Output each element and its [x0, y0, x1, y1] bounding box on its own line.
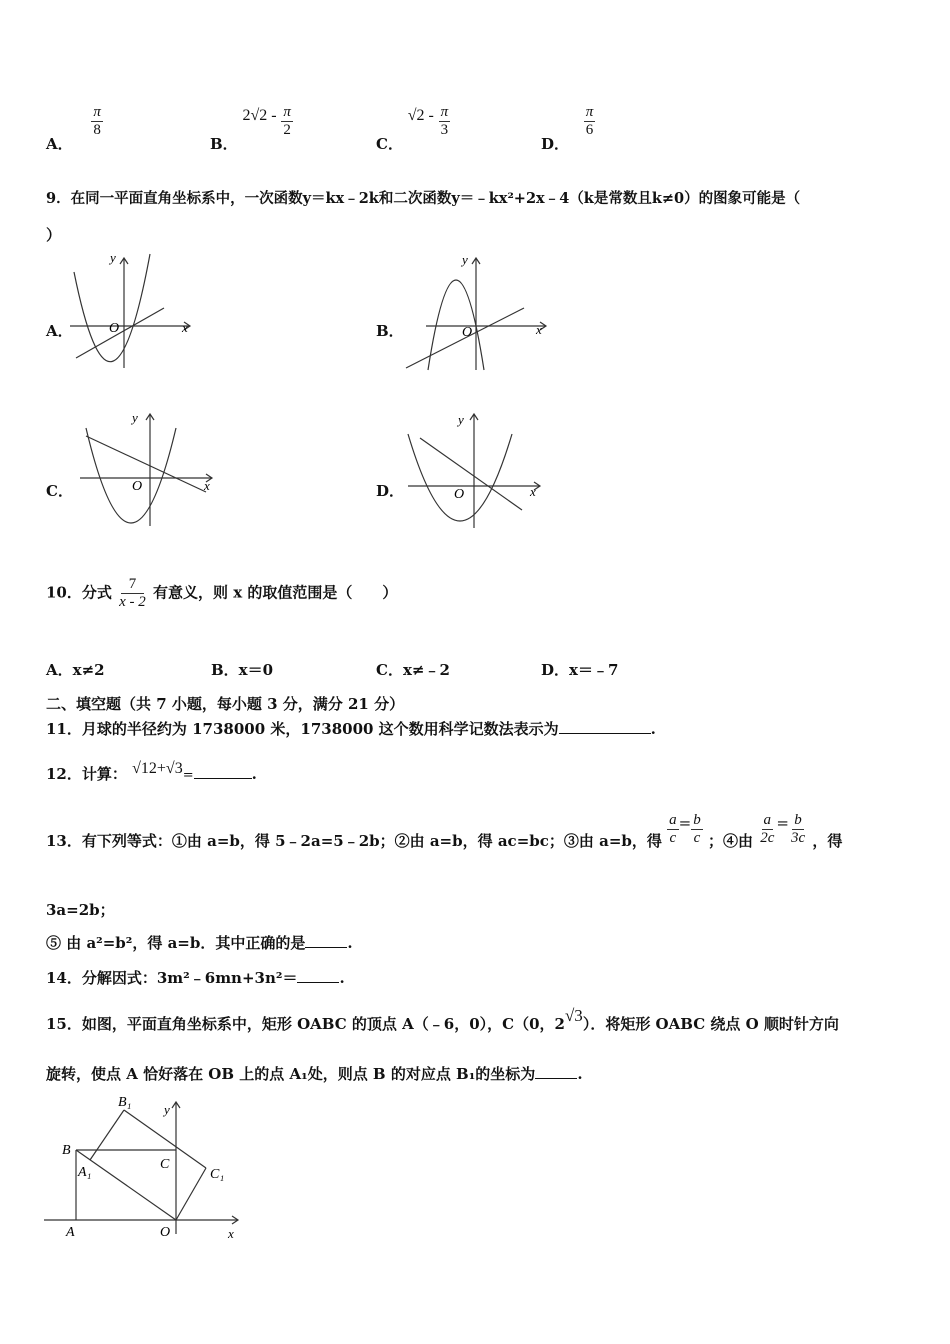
q10-fraction	[117, 576, 148, 611]
q10-option-d: D．x＝﹣7	[541, 661, 619, 679]
q9-d-origin: O	[454, 487, 465, 502]
q8-option-a-label: A．	[46, 134, 73, 153]
q8-option-c-fraction: $\frac{\pi}{3}$	[440, 104, 449, 138]
q12	[46, 760, 257, 784]
q13-part1: 13．有下列等式：①由 a=b，得 5﹣2a=5﹣2b；②由 a=b，得 ac=bc；③由 a=b，得	[46, 831, 662, 850]
q15-label-c: C	[160, 1157, 170, 1172]
q15-label-b: B	[62, 1143, 71, 1158]
q10-numerator: 7	[121, 576, 145, 594]
q10-suffix: 有意义，则 x 的取值范围是（ ）	[153, 583, 398, 602]
q15-blank	[535, 1064, 577, 1079]
q8-option-d	[541, 104, 595, 153]
q12-expr: √12+√3	[132, 760, 183, 777]
q12-eq: =	[182, 768, 194, 783]
q8-option-b	[210, 104, 293, 153]
q9-graph-b	[400, 250, 550, 375]
q13-line2: 3a=2b；	[46, 901, 115, 919]
q15-sqrt: √3	[564, 1006, 583, 1025]
q8-option-d-fraction: $\frac{\pi}{6}$	[585, 104, 594, 138]
q8-option-c-label: C．	[376, 134, 403, 153]
q15-label-a1: A₁	[78, 1165, 92, 1180]
q12-end: .	[251, 765, 257, 783]
q13-part3: ，得	[812, 831, 843, 850]
q8-option-d-label: D．	[541, 134, 570, 153]
q8-option-c-expr: √2 -	[407, 106, 434, 124]
q13-frac4: $\frac{b}{3c}$	[790, 812, 806, 846]
q15-label-b1: B₁	[118, 1095, 132, 1110]
q10-prefix: 10．分式	[46, 583, 112, 602]
q13-frac1: $\frac{a}{c}$	[669, 812, 677, 846]
q9-stem-close: ）	[46, 226, 62, 244]
q9-d-y-label: y	[458, 412, 464, 427]
q13-line1: 13．有下列等式：①由 a=b，得 5﹣2a=5﹣2b；②由 a=b，得 ac=bc；③由 a=b，得 $\frac{a}{c}$ = $\frac{b}{c}$ ；④由 $\frac{a}{2c}$ = $\frac{b}{3c}$ ，得	[46, 812, 843, 850]
q15-line1: 15．如图，平面直角坐标系中，矩形 OABC 的顶点 A（﹣6，0），C（0，2√3）．将矩形 OABC 绕点 O 顺时针方向	[46, 1006, 839, 1033]
q9-graph-d	[400, 408, 550, 538]
q14-blank	[297, 968, 339, 983]
q9-a-y-label: y	[110, 250, 116, 265]
q10-option-c: C．x≠﹣2	[376, 661, 450, 679]
q9-c-x-label: x	[204, 478, 210, 493]
q9-option-a-label: A．	[46, 322, 73, 340]
q11	[46, 718, 656, 739]
q11-text: 11．月球的半径约为 1738000 米，1738000 这个数用科学记数法表示为	[46, 720, 559, 738]
q9-c-y-label: y	[132, 410, 138, 425]
q9-option-b-label: B．	[376, 322, 404, 340]
q8-option-b-label: B．	[210, 134, 238, 153]
q11-blank	[559, 719, 651, 734]
q10-denominator: x - 2	[119, 594, 146, 610]
q9-b-x-label: x	[536, 322, 542, 337]
q12-prefix: 12．计算：	[46, 765, 127, 783]
q15-line2: 旋转，使点 A 恰好落在 OB 上的点 A₁处，则点 B 的对应点 B₁的坐标为 .	[46, 1065, 583, 1083]
q9-a-origin: O	[109, 321, 120, 336]
q8-option-a	[46, 104, 103, 153]
q8-option-b-fraction: $\frac{\pi}{2}$	[283, 104, 291, 138]
q9-stem: 9．在同一平面直角坐标系中，一次函数y＝kx﹣2k和二次函数y＝﹣kx²+2x﹣4（k是常数且k≠0）的图象可能是（	[46, 190, 801, 207]
q9-c-origin: O	[132, 479, 143, 494]
q9-a-x-label: x	[182, 320, 188, 335]
q13-frac3: $\frac{a}{2c}$	[760, 812, 775, 846]
q8-option-a-fraction: $\frac{\pi}{8}$	[93, 104, 101, 138]
q13-frac2: $\frac{b}{c}$	[693, 812, 701, 846]
q9-b-origin: O	[462, 325, 473, 340]
q14: 14．分解因式：3m²﹣6mn+3n²＝ .	[46, 969, 345, 987]
q13-blank	[305, 933, 347, 948]
q9-b-y-label: y	[462, 252, 468, 267]
q15-label-o: O	[160, 1225, 171, 1240]
q15-label-x: x	[228, 1226, 234, 1241]
q10-option-a: A．x≠2	[46, 661, 105, 679]
q9-d-x-label: x	[530, 484, 536, 499]
q8-option-b-expr: 2√2 -	[242, 106, 277, 124]
q15-label-y: y	[164, 1102, 170, 1117]
q15-label-a: A	[66, 1225, 75, 1240]
q10-option-b: B．x＝0	[211, 661, 274, 679]
q9-graph-a	[62, 250, 202, 375]
q11-end: .	[650, 720, 656, 738]
q10-stem	[46, 576, 397, 611]
q13-part2: ；④由	[707, 831, 753, 850]
q14-text: 14．分解因式：3m²﹣6mn+3n²＝	[46, 969, 298, 987]
q9-option-d-label: D．	[376, 482, 405, 500]
q9-option-c-label: C．	[46, 482, 73, 500]
q12-blank	[194, 764, 252, 779]
q15-figure	[40, 1088, 250, 1244]
q8-option-c	[376, 104, 450, 153]
section-title: 二、填空题（共 7 小题，每小题 3 分，满分 21 分）	[46, 695, 405, 713]
q13-line3: ⑤ 由 a²=b²，得 a=b．其中正确的是 .	[46, 934, 353, 952]
q15-label-c1: C₁	[210, 1167, 225, 1182]
q9-graph-c	[72, 408, 222, 538]
